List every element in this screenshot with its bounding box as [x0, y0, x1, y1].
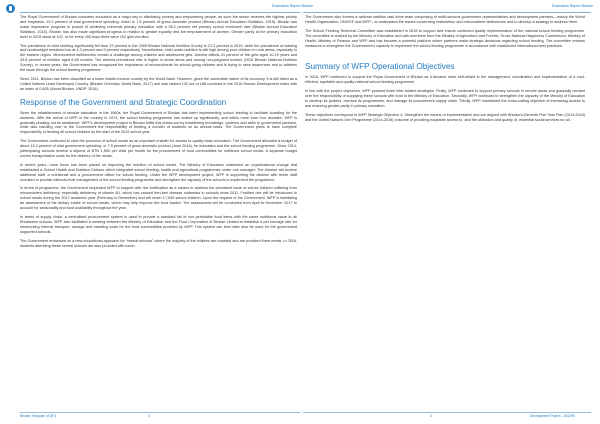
- section-heading-response: Response of the Government and Strategic Coordination: [20, 97, 227, 107]
- wfp-logo-icon: [6, 4, 15, 13]
- header-divider-right: [303, 12, 591, 13]
- section-heading-objectives: Summary of WFP Operational Objectives: [305, 62, 455, 72]
- paragraph: In 2016, WFP continued to support the Royal Government of Bhutan as it became more self-reliant in the management, coordination and implementation of a cost-efficient, equitable and quality national school feeding programme.: [305, 75, 585, 85]
- paragraph: The Government embarked on a new educational approach for “central schools” where the majority of the children are boarded and are provided three meals. In 2016, students attending these central schools are also provided with lunch.: [20, 238, 297, 248]
- paragraph: In terms of supply chain, a centralized procurement system is used to provide a standard list of non-perishable food items with the same nutritional value to all Bhutanese schools. WFP also facilitated a meeting between the Ministry of Education and the Food Corporation of Bhutan Limited to establish a per tonnage rate for reimbursing internal transport, storage and handling costs for the food commodities provided by WFP. This system can then later also be used for the government supported schools.: [20, 215, 297, 234]
- paragraph: The Royal Government of Bhutan considers education as a major key to alleviating poverty and empowering people, as such the sector receives the highest priority and emphasis; 15.2 percent of total government spending, which is 7.5 percent of gross domestic product (Bhutan Annual Education Statistics, 2015). Bhutan has made impressive progress in pursuit of achieving universal primary education with a 95.2 percent net primary school enrolment rate (Bhutan Annual Education Statistics, 2015). Bhutan has also made significant progress in relation to gender equality and the empowerment of women. Gender parity at the primary education level in 2015 stood at 102, or for every 100 boys there were 102 girls enrolled.: [20, 15, 297, 39]
- paragraph: The prevalence of child stunting significantly fell from 37 percent in the 2008 Bhutan National Nutrition Survey to 21.2 percent in 2015, while the prevalence of wasting and underweight remained low at 4.3 percent and 9 percent respectively. Nonetheless, child under-nutrition is still high among poor children in rural areas, especially in the eastern region. Micronutrient deficiencies remain a challenge among children and adolescent girls. Anemia affects 31 percent of the girls aged 10-19 years and 43.8 percent of children aged 6-59 months. The anemia prevalence rate is higher in urban areas and among non-pregnant women (2015 Bhutan National Nutrition Survey). In recent years, the Government has recognized the importance of micronutrients for school-going children and is trying to raise awareness and to address the issue through the school feeding programme.: [20, 43, 297, 73]
- footer-country-label: Bhutan, Kingdom of (BT): [20, 414, 57, 418]
- paragraph: Since the establishment of secular education in the 1960s, the Royal Government of Bhutan has been implementing school feeding to facilitate boarding for the students. With the arrival of WFP in the country in 1974, the school feeding programme has scaled up significantly, and within more than four decades, WFP is gradually phasing out its assistance. WFP’s development project in Bhutan fulfils this phase-out by transferring knowledge, systems and skills to government partners, while also handing over to the Government the responsibility of feeding a number of students on an annual basis. The Government plans to have complete responsibility of feeding all school children by the start of the 2019 school year.: [20, 110, 297, 135]
- paragraph: In line with the project objectives, WFP pursued three inter-related strategies. Firstly, WFP continued to support primary schools in remote areas and gradually handed over the responsibility of supplying these schools with food to the Ministry of Education. Secondly, WFP continued to strengthen the capacity of the Ministry of Education to develop its policies, oversee its programmes, and manage its procurement supply chain. Thirdly, WFP maintained the cross-cutting objective of increasing access to and ensuring gender parity in primary education.: [305, 89, 585, 108]
- paragraph: In recent years, more focus has been placed on improving the nutrition of school meals. The Ministry of Education underwent an organizational change that established a School Health and Nutrition Division which integrated school feeding, health and agricultural programmes under one manager. The division will receive additional staff, a nutritionist and a procurement officer for school feeding. Under the WFP development project, WFP is supporting the division with these staff recruited to provide national-level management of the school feeding programme and strengthen the capacity of the schools to implement the programme.: [20, 162, 297, 182]
- footer-divider-left: [20, 412, 300, 413]
- header-divider-left: [20, 12, 300, 13]
- paragraph: The School Feeding Technical Committee was established in 2015 to support and ensure continued quality implementation of the national school feeding programme. The committee is chaired by the Ministry of Education and with members from the Ministry of Agriculture and Forests, Gross National Happiness Commission, Ministry of Health, Ministry of Finance and WFP and has become a powerful platform where partners make strategic decisions regarding school feeding. The committee reviews measures to strengthen the Government’s capacity to implement the school feeding programme in accordance with established international best practices.: [305, 28, 585, 48]
- footer-project-label: Development Project - 200299: [530, 414, 575, 418]
- footer-divider-right: [303, 412, 591, 413]
- right-column: [305, 15, 585, 127]
- page-number-right: 4: [430, 414, 432, 418]
- page-number-left: 3: [148, 414, 150, 418]
- paragraph: In terms of programme, the Government requested WFP to support with rice fortification as a means to address the persistent issue of school children suffering from micronutrient deficiency, especially deficiency of vitamin B1, which has caused beri-beri disease outbreaks in schools since 2011. Fortified rice will be introduced to school meals during the 2017 academic year (February to December) and will reach 17,000 school children. Upon the request of the Government, WFP is facilitating an assessment of the dietary intake of school meals, which may help improve the food basket. The assessment will be conducted from April to November 2017 to account for seasonality and food availability throughout the year.: [20, 186, 297, 211]
- paragraph: The Government continued to view the provision of school meals as an important enabler for access to quality basic education. The Government allocated a budget of about 15.2 percent of total government spending, or 7.5 percent of gross domestic product (June 2016), for education and the school feeding programme. Since 2014, participating schools receive a stipend of BTN 1,500 per child per month for the procurement of food commodities for nutritious school meals. A separate budget covers transportation costs for the delivery of the meals.: [20, 139, 297, 158]
- header-title-right: Evaluation Report Bhutan: [552, 4, 593, 8]
- paragraph: These objectives correspond to WFP Strategic Objective 4: Strengthen the means of implementation and are aligned with Bhutan’s Eleventh Five Year Plan (2013-2018) and the United Nations One Programme (2014-2018) outcome of providing equitable access to, and the utilization and quality of, essential social services for all.: [305, 112, 585, 122]
- paragraph: The Government also formed a national nutrition task force team comprising of multi-sectoral government representatives and development partners—mainly the World Health Organization, UNICEF and WFP—to understand the issues concerning malnutrition and micronutrient deficiencies and to develop a strategy to address them.: [305, 15, 585, 24]
- left-column: [20, 15, 297, 252]
- paragraph: Since 2011, Bhutan has been classified as a lower middle-income country by the World Bank. However, given the vulnerable nature of its economy, it is still listed as a United Nations Least Developed Country (Bhutan Overview, World Bank, 2017) and was ranked 132 out of 188 countries in the 2016 Human Development Index with an index of 0.605 (About Bhutan, UNDP, 2016).: [20, 76, 297, 91]
- header-title-left: Evaluation Report Bhutan: [272, 4, 313, 8]
